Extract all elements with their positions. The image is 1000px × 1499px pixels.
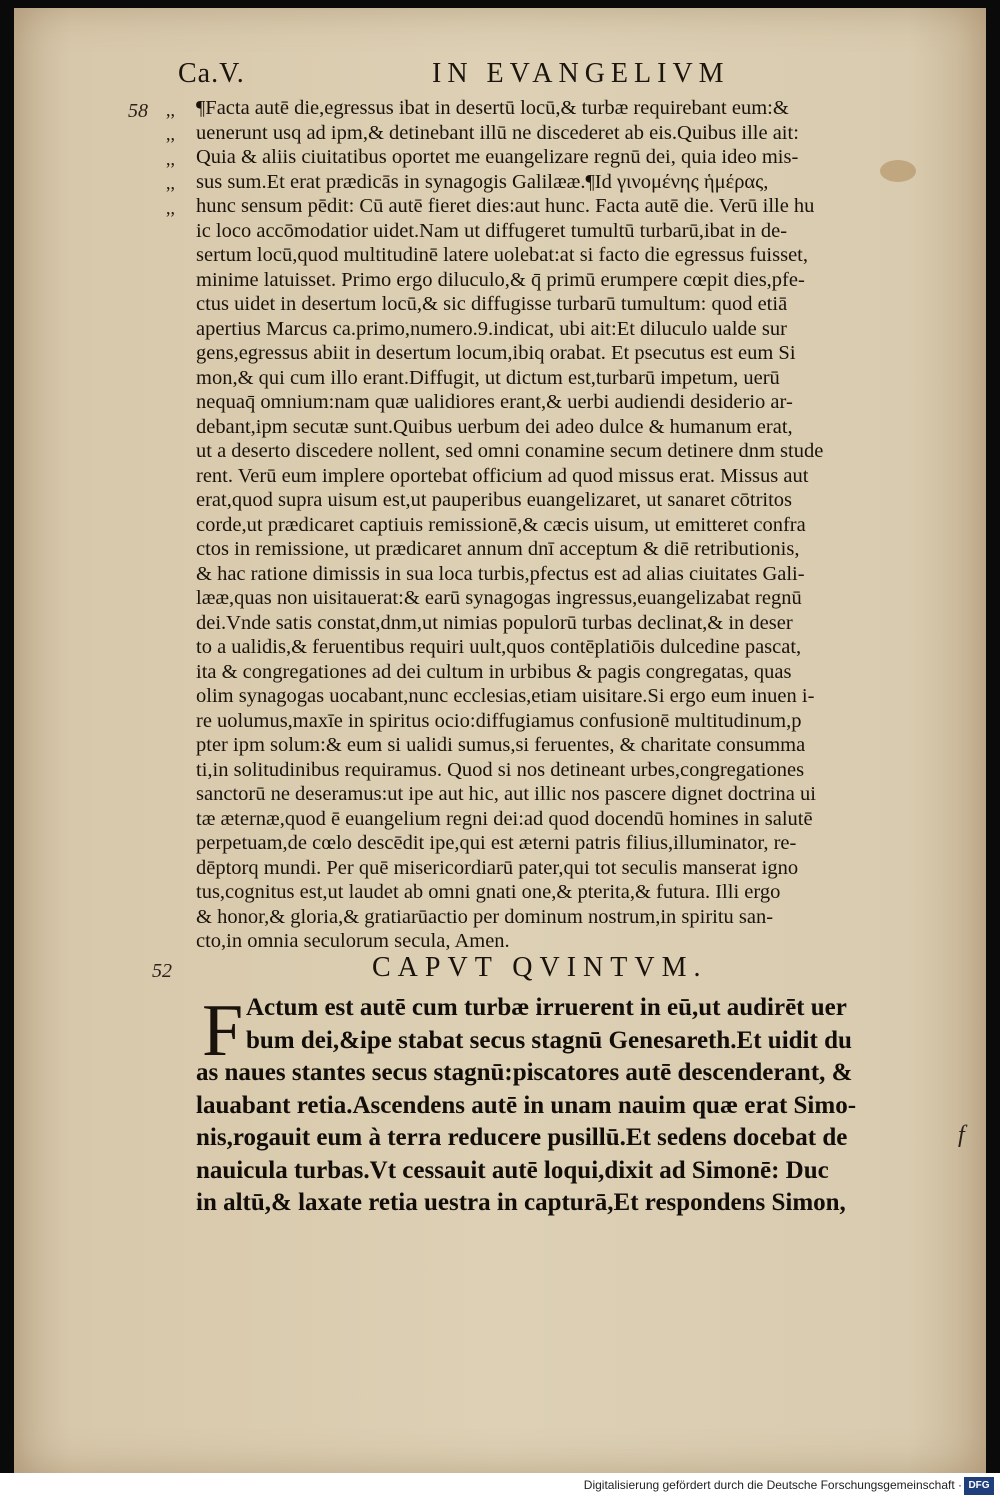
- text-line: sertum locū,quod multitudinē latere uolebat:at si facto die egressus fuisset,: [196, 244, 808, 266]
- text-line: ita & congregationes ad dei cultum in urbibus & pagis congregatas, quas: [196, 660, 792, 683]
- text-line: ic loco accōmodatior uidet.Nam ut diffugeret tumultū turbarū,ibat in de-: [196, 219, 788, 242]
- text-line: debant,ipm secutæ sunt.Quibus uerbum dei adeo dulce & humanum erat,: [196, 415, 793, 438]
- running-head-chapter: Ca.V.: [178, 58, 245, 89]
- text-line: & honor,& gloria,& gratiarūactio per dominum nostrum,in spiritu san-: [196, 905, 774, 928]
- text-line: corde,ut prædicaret captiuis remissionē,& cæcis uisum, ut emitteret confra: [196, 513, 806, 536]
- text-line: ctos in remissione, ut prædicaret annum dnī acceptum & diē retributionis,: [196, 538, 800, 560]
- text-line: Quia & aliis ciuitatibus oportet me euangelizare regnū dei, quia ideo mis-: [196, 146, 799, 168]
- text-line: mon,& qui cum illo erant.Diffugit, ut dictum est,turbarū impetum, uerū: [196, 366, 780, 389]
- dfg-logo: DFG: [964, 1477, 994, 1495]
- text-line: pter ipm solum:& eum si ualidi sumus,si feruentes, & charitate consumma: [196, 734, 806, 756]
- text-line: sus sum.Et erat prædicās in synagogis Galilææ.¶Id γινομένης ἡμέρας,: [196, 170, 769, 193]
- text-line: gens,egressus abiit in desertum locum,ibiq orabat. Et psecutus est eum Si: [196, 342, 796, 364]
- text-line: re uolumus,maxīe in spiritus ocio:diffugiamus confusionē multitudinum,p: [196, 709, 802, 732]
- text-line: cto,in omnia seculorum secula, Amen.: [196, 930, 510, 952]
- text-line: sanctorū ne deseramus:ut ipe aut hic, aut illic nos pascere dignet doctrina ui: [196, 783, 816, 805]
- text-line: dēptorq mundi. Per quē misericordiarū pater,qui tot seculis manserat igno: [196, 856, 799, 879]
- text-line: apertius Marcus ca.primo,numero.9.indicat, ubi ait:Et diluculo ualde sur: [196, 317, 787, 340]
- text-line: tus,cognitus est,ut laudet ab omni gnati one,& pterita,& futura. Illi ergo: [196, 881, 781, 903]
- quote-mark: ,,: [166, 124, 175, 144]
- drop-cap: F: [202, 990, 244, 1072]
- quote-mark: ,,: [166, 149, 175, 169]
- digitization-footer: [0, 1473, 1000, 1499]
- text-line: olim synagogas uocabant,nunc ecclesias,etiam uisitare.Si ergo eum inuen i-: [196, 685, 815, 707]
- chapter-line: nauicula turbas.Vt cessauit autē loqui,dixit ad Simonē: Duc: [196, 1156, 829, 1184]
- margin-chapter-number: 52: [152, 960, 172, 982]
- quote-mark: ,,: [166, 173, 175, 193]
- running-head-title: IN EVANGELIVM: [432, 58, 730, 89]
- text-line: tæ æternæ,quod ē euangelium regni dei:ad quod docendū homines in salutē: [196, 807, 813, 830]
- commentary-text: [196, 96, 936, 954]
- text-line: ¶Facta autē die,egressus ibat in desertū locū,& turbæ requirebant eum:&: [196, 97, 789, 119]
- text-line: rent. Verū eum implere oportebat officium ad quod missus erat. Missus aut: [196, 464, 809, 487]
- chapter-line: as naues stantes secus stagnū:piscatores autē descenderant, &: [196, 1059, 853, 1086]
- quote-mark: ,,: [166, 100, 175, 120]
- margin-letter: f: [958, 1122, 965, 1148]
- text-line: perpetuam,de cœlo descēdit ipe,qui est æterni patris filius,illuminator, re-: [196, 832, 797, 854]
- text-line: erat,quod supra uisum est,ut pauperibus euangelizaret, ut sanaret cōtritos: [196, 489, 793, 511]
- text-line: ut a deserto discedere nollent, sed omni conamine secum detinere dnm stude: [196, 440, 824, 462]
- chapter-line: lauabant retia.Ascendens autē in unam nauim quæ erat Simo-: [196, 1091, 857, 1119]
- text-line: ctus uidet in desertum locū,& sic diffugisse turbarū tumultum: quod etiā: [196, 293, 788, 315]
- text-line: to a ualidis,& feruentibus requiri uult,quos contēplatiōis dulcedine pascat,: [196, 636, 802, 658]
- quote-mark: ,,: [166, 198, 175, 218]
- text-line: minime latuisset. Primo ergo diluculo,& q̄ primū erumpere cœpit dies,pfe-: [196, 268, 805, 291]
- footer-credit: Digitalisierung gefördert durch die Deutsche Forschungsgemeinschaft ·: [583, 1478, 962, 1492]
- text-line: ti,in solitudinibus requiramus. Quod si nos detineant urbes,congregationes: [196, 758, 805, 781]
- text-line: lææ,quas non uisitauerat:& earū synagogas ingressus,euangelizabat regnū: [196, 587, 802, 609]
- text-line: hunc sensum pēdit: Cū autē fieret dies:aut hunc. Facta autē die. Verū ille hu: [196, 195, 815, 217]
- chapter-line: bum dei,&ipe stabat secus stagnū Genesareth.Et uidit du: [246, 1026, 852, 1054]
- margin-page-number: 58: [128, 100, 148, 122]
- text-line: uenerunt usq ad ipm,& detinebant illū ne discederet ab eis.Quibus ille ait:: [196, 121, 799, 144]
- chapter-line: nis,rogauit eum à terra reducere pusillū.Et sedens docebat de: [196, 1124, 848, 1151]
- chapter-text: [196, 992, 941, 1220]
- text-line: nequaq̄ omnium:nam quæ ualidiores erant,& uerbi audiendi desiderio ar-: [196, 391, 793, 413]
- chapter-line: Actum est autē cum turbæ irruerent in eū,ut audirēt uer: [246, 994, 847, 1021]
- text-line: & hac ratione dimissis in sua loca turbis,pfectus est ad alias ciuitates Gali-: [196, 562, 805, 585]
- text-line: dei.Vnde satis constat,dnm,ut nimias populorū turbas declinat,& in deser: [196, 611, 793, 634]
- chapter-heading: CAPVT QVINTVM.: [372, 952, 708, 983]
- chapter-line: in altū,& laxate retia uestra in capturā,Et respondens Simon,: [196, 1189, 846, 1216]
